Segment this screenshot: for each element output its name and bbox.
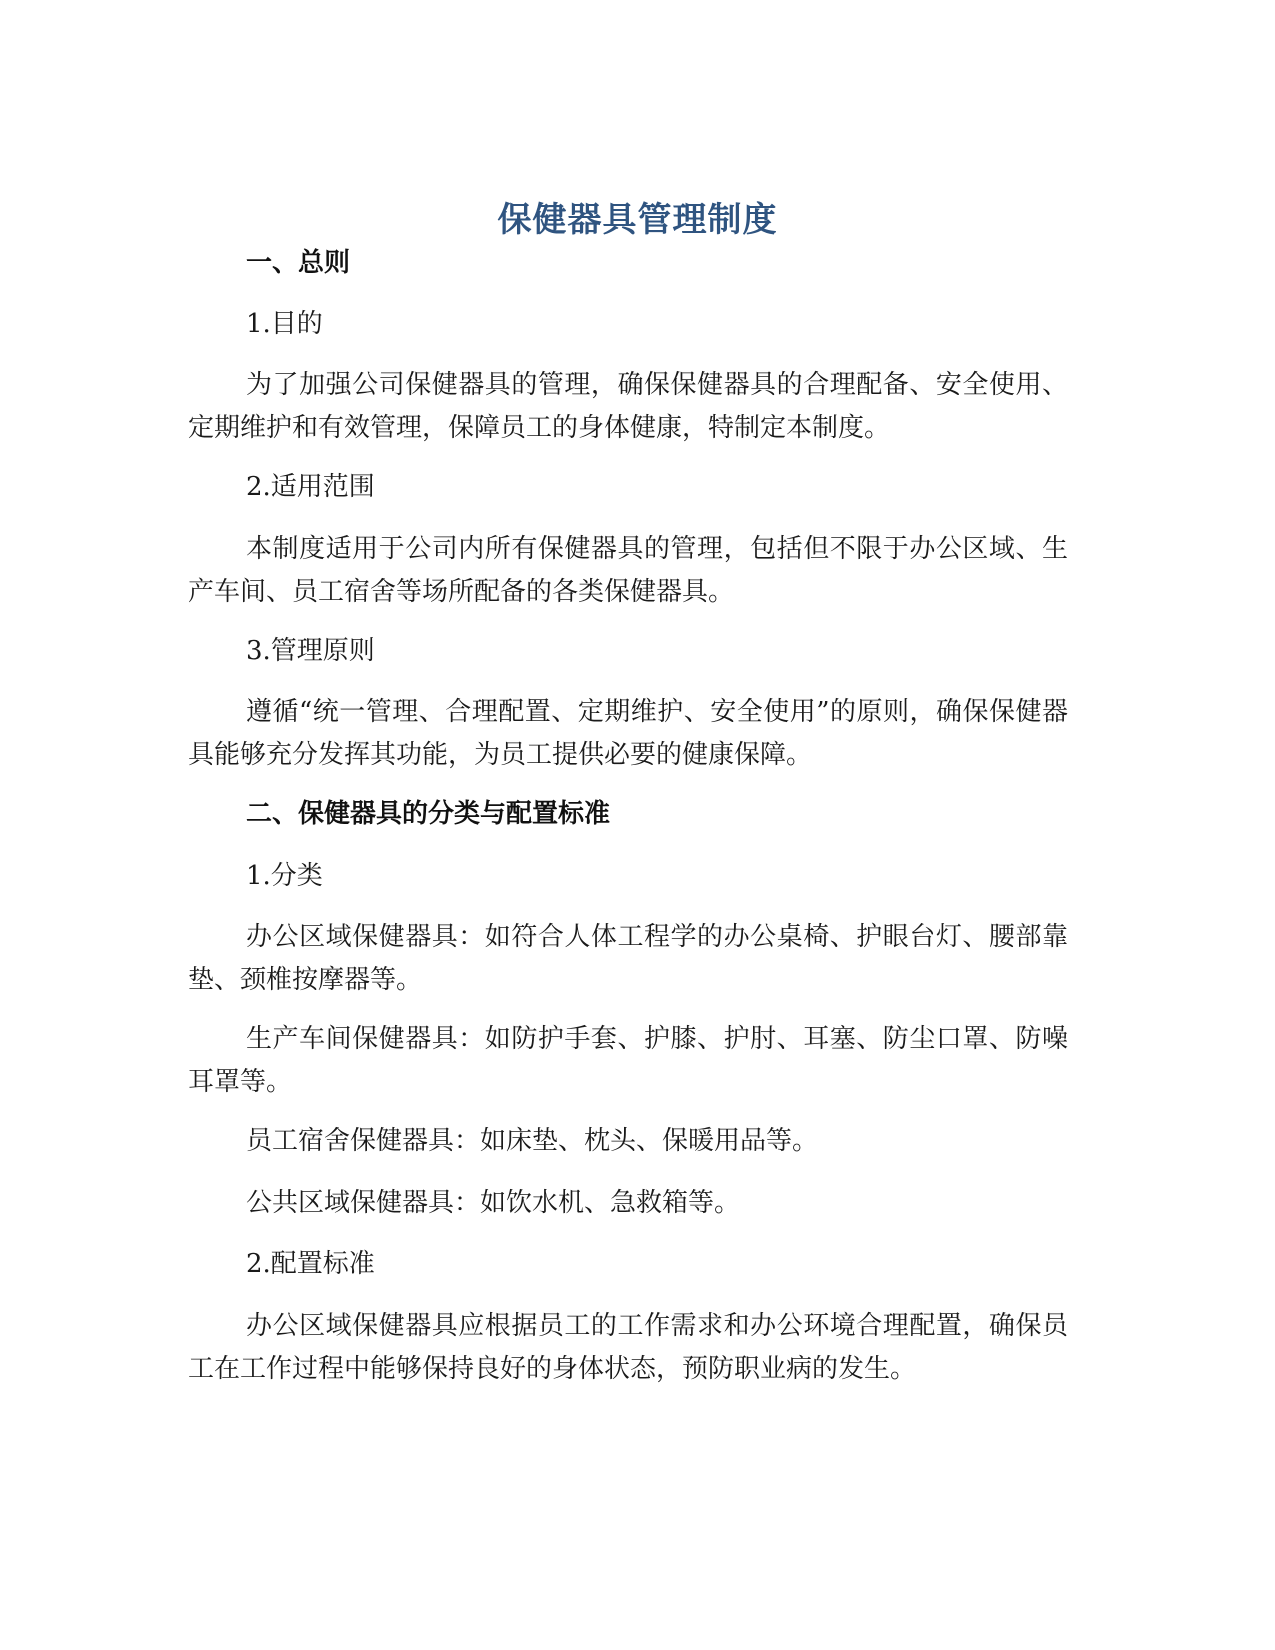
subheading-scope: 2.适用范围 [246, 472, 375, 502]
subheading-principles: 3.管理原则 [246, 636, 375, 666]
paragraph-configuration-standard: 办公区域保健器具应根据员工的工作需求和办公环境合理配置，确保员工在工作过程中能够保持良好的身体状态，预防职业病的发生。 [188, 1311, 1068, 1384]
subheading-classification: 1.分类 [246, 861, 323, 891]
paragraph-scope: 本制度适用于公司内所有保健器具的管理，包括但不限于办公区域、生产车间、员工宿舍等场所配备的各类保健器具。 [188, 534, 1068, 607]
subheading-configuration-standard: 2.配置标准 [246, 1249, 375, 1279]
section-heading-general: 一、总则 [246, 248, 351, 278]
paragraph-dorm-equipment: 员工宿舍保健器具：如床垫、枕头、保暖用品等。 [246, 1126, 819, 1156]
paragraph-workshop-equipment: 生产车间保健器具：如防护手套、护膝、护肘、耳塞、防尘口罩、防噪耳罩等。 [188, 1024, 1068, 1097]
subheading-purpose: 1.目的 [246, 309, 323, 339]
document-title: 保健器具管理制度 [497, 200, 778, 240]
paragraph-principles: 遵循“统一管理、合理配置、定期维护、安全使用”的原则，确保保健器具能够充分发挥其功能，为员工提供必要的健康保障。 [188, 697, 1068, 770]
section-heading-classification: 二、保健器具的分类与配置标准 [246, 799, 611, 829]
paragraph-office-equipment: 办公区域保健器具：如符合人体工程学的办公桌椅、护眼台灯、腰部靠垫、颈椎按摩器等。 [188, 922, 1068, 995]
paragraph-public-equipment: 公共区域保健器具：如饮水机、急救箱等。 [246, 1188, 741, 1218]
paragraph-purpose: 为了加强公司保健器具的管理，确保保健器具的合理配备、安全使用、定期维护和有效管理，保障员工的身体健康，特制定本制度。 [188, 370, 1068, 443]
